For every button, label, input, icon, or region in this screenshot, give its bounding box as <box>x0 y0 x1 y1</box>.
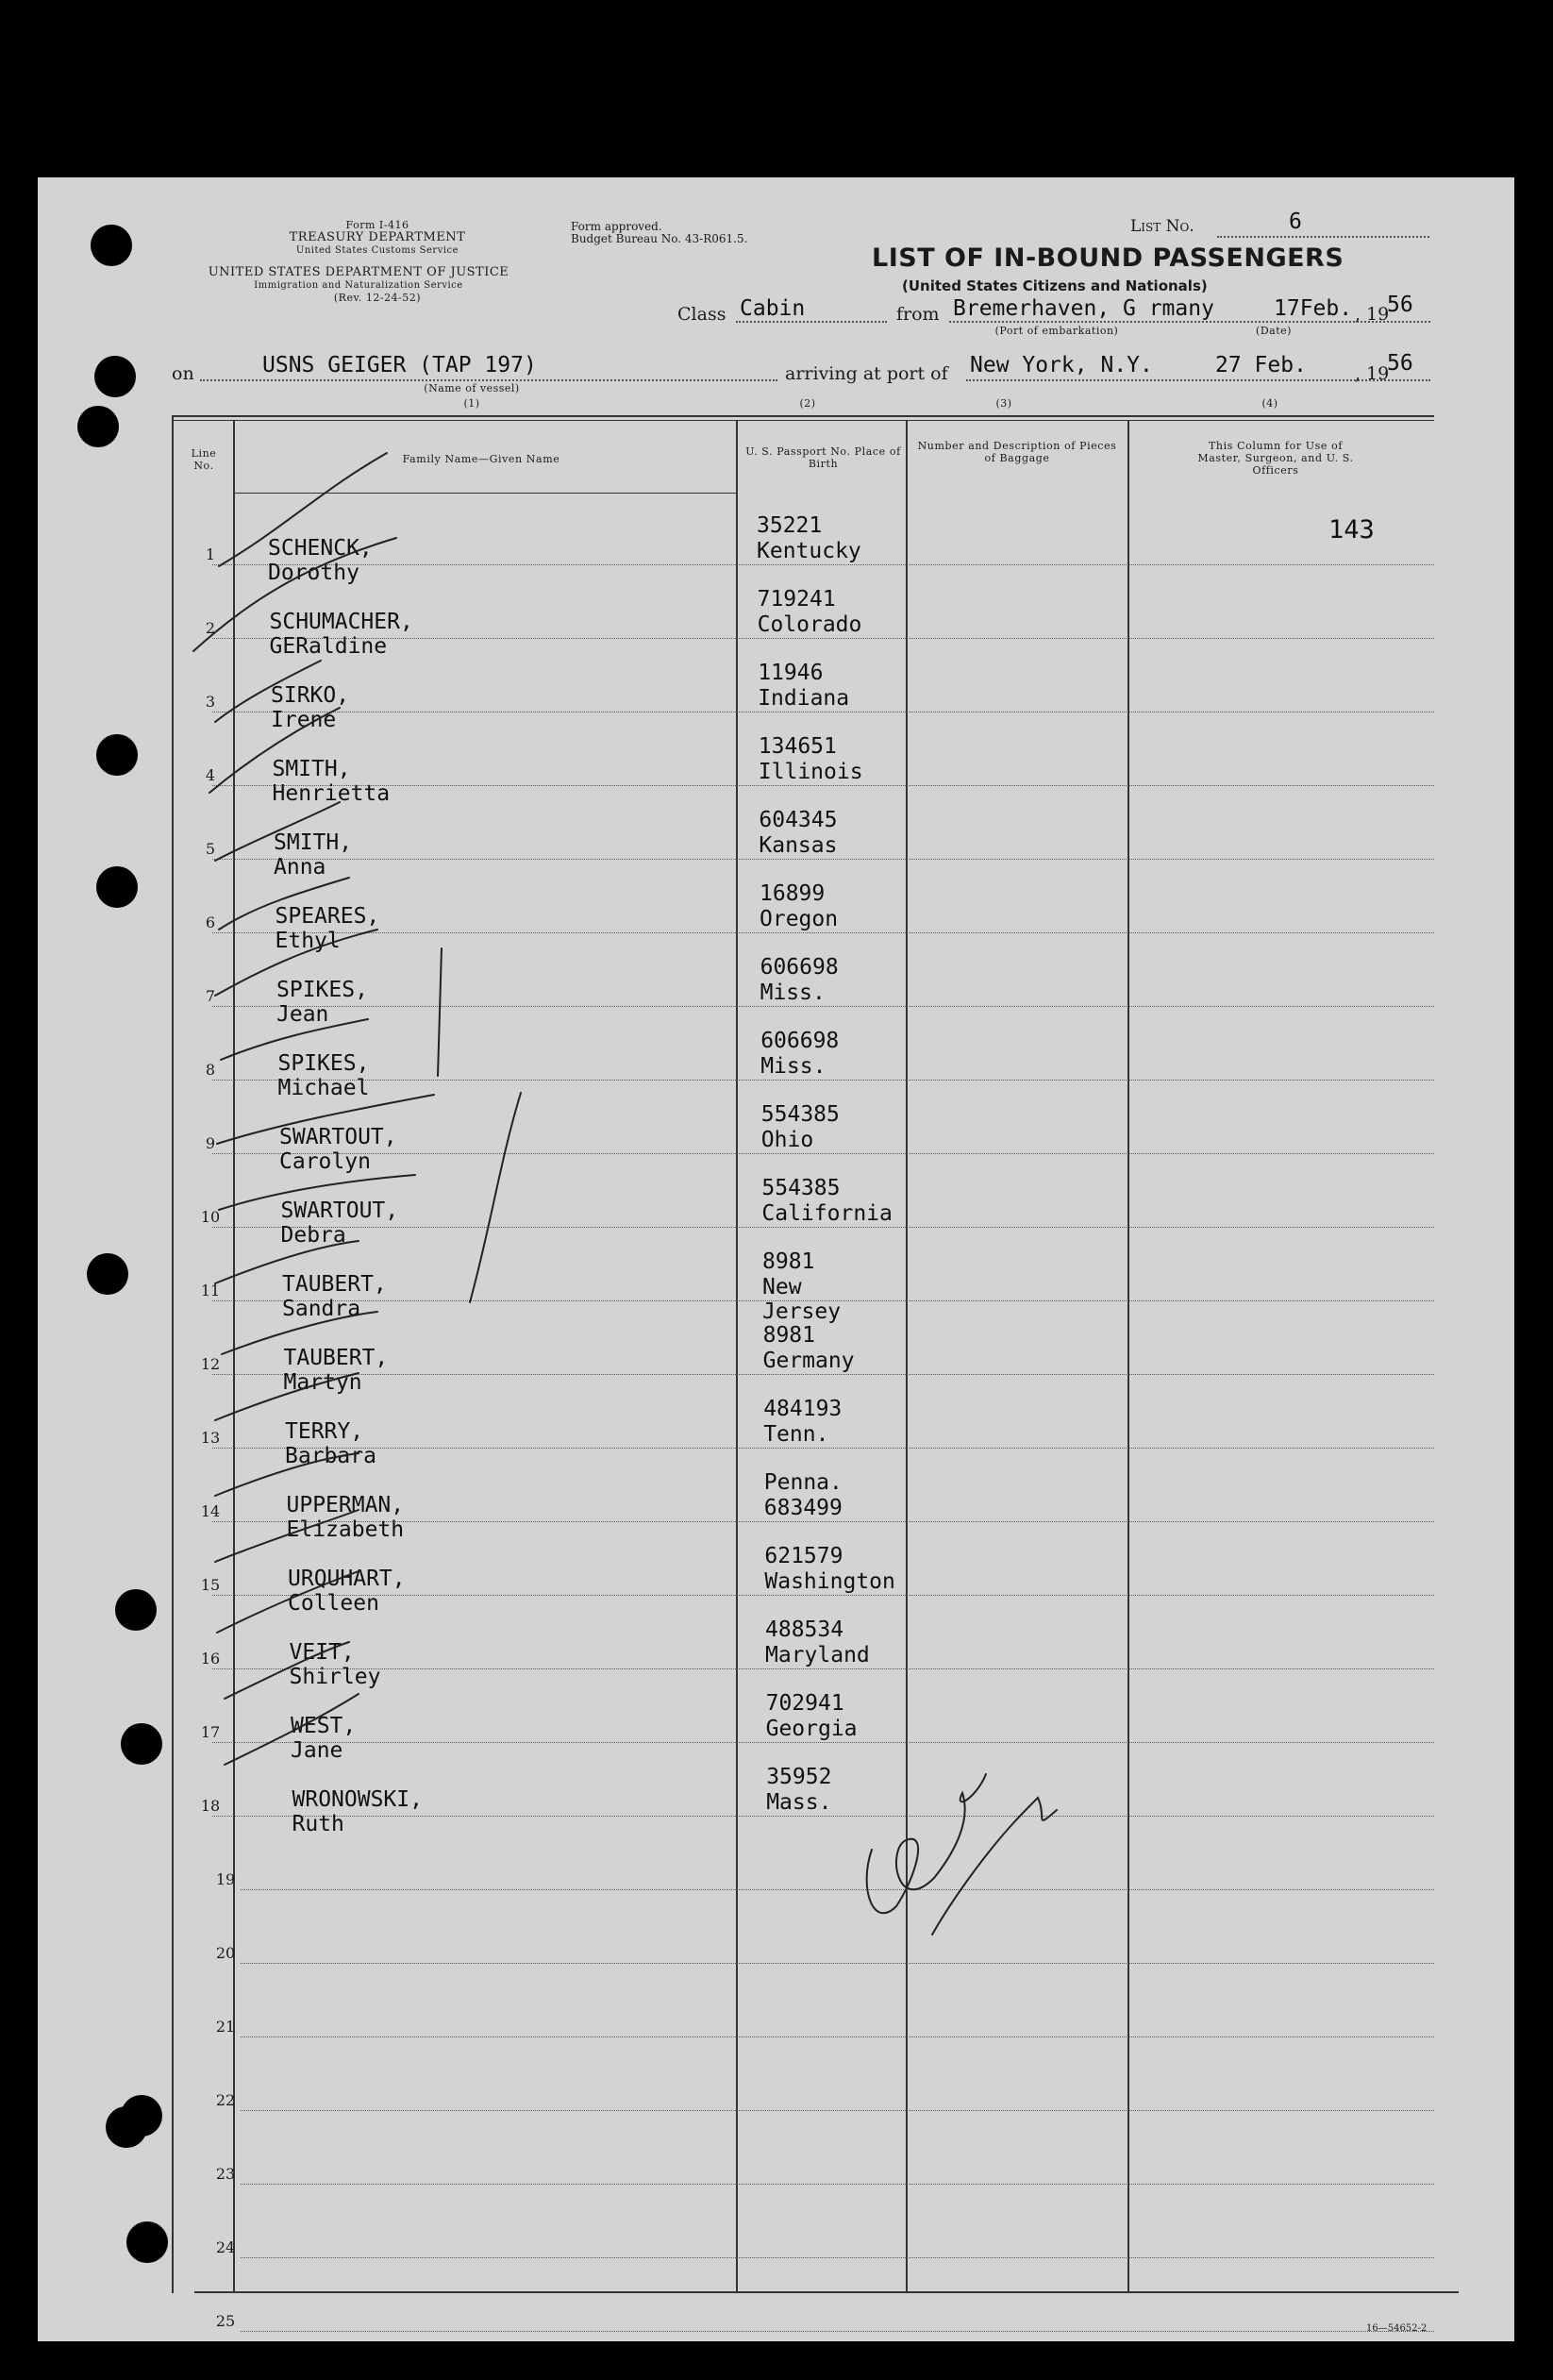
passport-number: 719241 <box>757 587 836 612</box>
line-number: 5 <box>205 840 216 858</box>
passport-number: 554385 <box>760 1102 840 1127</box>
place-of-birth: Tenn. <box>763 1422 829 1447</box>
list-no-value: 6 <box>1289 210 1302 234</box>
passenger-name: VEIT, Shirley <box>289 1640 381 1689</box>
passport-number: 621579 <box>764 1544 843 1568</box>
place-of-birth: Illinois <box>758 760 863 784</box>
line-number: 22 <box>215 2091 236 2109</box>
place-of-birth: Colorado <box>757 612 862 637</box>
place-of-birth: Ohio <box>760 1128 814 1152</box>
document-title: LIST OF IN-BOUND PASSENGERS <box>872 243 1344 273</box>
ins-service: Immigration and Naturalization Service <box>254 280 463 291</box>
col-num-3: (3) <box>995 397 1012 410</box>
col-num-2: (2) <box>799 397 816 410</box>
line-number: 13 <box>200 1429 221 1447</box>
passenger-name: SMITH, Henrietta <box>272 757 391 806</box>
passport-number: 35952 <box>766 1765 832 1789</box>
passenger-name: SCHENCK, Dorothy <box>268 536 373 585</box>
header-officers: This Column for Use of Master, Surgeon, and U. S. Officers <box>1197 440 1354 477</box>
line-number: 24 <box>215 2238 236 2256</box>
place-of-birth: 683499 <box>763 1496 843 1520</box>
header-passport: U. S. Passport No. Place of Birth <box>745 445 901 470</box>
budget-bureau: Budget Bureau No. 43-R061.5. <box>571 232 748 245</box>
line-number: 21 <box>215 2018 236 2036</box>
vessel-caption: (Name of vessel) <box>424 382 520 394</box>
customs-service: United States Customs Service <box>295 245 459 256</box>
arrival-year-prefix: , 19 <box>1355 363 1390 384</box>
class-value: Cabin <box>740 296 806 321</box>
document-subtitle: (United States Citizens and Nationals) <box>902 277 1208 294</box>
officer-note: 143 <box>1328 515 1375 545</box>
place-of-birth: Kansas <box>759 833 838 858</box>
line-number: 19 <box>215 1870 236 1888</box>
passenger-name: WRONOWSKI, Ruth <box>292 1787 423 1836</box>
embark-date: 17Feb. <box>1274 296 1353 321</box>
passenger-name: SPEARES, Ethyl <box>275 904 380 953</box>
on-label: on <box>172 363 194 384</box>
passenger-name: SCHUMACHER, GERaldine <box>269 610 413 659</box>
place-of-birth: Indiana <box>758 686 850 711</box>
passenger-name: TAUBERT, Martyn <box>283 1346 389 1395</box>
passenger-name: SMITH, Anna <box>274 830 353 880</box>
header-baggage: Number and Description of Pieces of Baggage <box>917 440 1117 464</box>
passport-number: 484193 <box>763 1397 843 1421</box>
line-number: 6 <box>205 913 216 931</box>
footer-code: 16—54652-2 <box>1366 2323 1428 2334</box>
arrival-year: 56 <box>1387 351 1413 376</box>
line-number: 9 <box>205 1134 216 1152</box>
place-of-birth: New Jersey <box>762 1275 842 1324</box>
passport-number: 134651 <box>758 734 837 759</box>
passenger-name: URQUHART, Colleen <box>288 1567 406 1616</box>
passport-number: 488534 <box>765 1617 844 1642</box>
port-embark: Bremerhaven, G rmany <box>953 296 1214 321</box>
line-number: 7 <box>205 987 216 1005</box>
port-embark-caption: (Port of embarkation) <box>994 325 1119 337</box>
embark-year: 56 <box>1387 293 1413 317</box>
col-num-1: (1) <box>463 397 480 410</box>
arrival-port: New York, N.Y. <box>970 353 1153 377</box>
passport-number: 11946 <box>758 661 824 685</box>
line-number: 20 <box>215 1944 236 1962</box>
passenger-name: TERRY, Barbara <box>285 1419 376 1468</box>
line-number: 18 <box>200 1797 221 1815</box>
col-num-4: (4) <box>1261 397 1278 410</box>
treasury-dept: TREASURY DEPARTMENT <box>289 230 466 244</box>
passenger-name: SIRKO, Irene <box>271 683 350 732</box>
arrival-date: 27 Feb. <box>1215 353 1307 377</box>
passenger-name: SWARTOUT, Debra <box>280 1198 399 1248</box>
line-number: 25 <box>215 2312 236 2330</box>
class-label: Class <box>677 304 726 325</box>
line-number: 12 <box>200 1355 221 1373</box>
passport-number: 606698 <box>760 955 839 980</box>
place-of-birth: Miss. <box>760 1054 827 1079</box>
place-of-birth: Kentucky <box>757 539 861 563</box>
passenger-name: SPIKES, Jean <box>276 978 368 1027</box>
place-of-birth: Maryland <box>765 1643 870 1668</box>
from-label: from <box>896 304 940 325</box>
line-number: 11 <box>200 1282 221 1299</box>
line-number: 16 <box>200 1650 221 1668</box>
passport-number: 554385 <box>761 1176 841 1200</box>
form-number: Form I-416 <box>345 219 409 231</box>
place-of-birth: Germany <box>762 1349 855 1373</box>
line-number: 4 <box>205 766 216 784</box>
line-number: 1 <box>205 545 216 563</box>
line-number: 3 <box>205 693 216 711</box>
list-no-label: List No. <box>1130 217 1194 236</box>
date-caption: (Date) <box>1256 325 1292 337</box>
passenger-name: SPIKES, Michael <box>277 1051 370 1100</box>
passport-number: 8981 <box>762 1323 815 1348</box>
passenger-name: WEST, Jane <box>291 1714 357 1763</box>
line-number: 8 <box>205 1061 216 1079</box>
passenger-name: TAUBERT, Sandra <box>282 1272 387 1321</box>
line-number: 15 <box>200 1576 221 1594</box>
passport-number: 702941 <box>765 1691 844 1716</box>
line-number: 2 <box>205 619 216 637</box>
place-of-birth: Georgia <box>765 1717 858 1741</box>
passport-number: 8981 <box>762 1249 815 1274</box>
place-of-birth: Mass. <box>766 1790 832 1815</box>
passenger-name: SWARTOUT, Carolyn <box>279 1125 397 1174</box>
form-revision: (Rev. 12-24-52) <box>333 292 422 304</box>
passport-number: 16899 <box>760 881 826 906</box>
place-of-birth: Washington <box>764 1569 895 1594</box>
place-of-birth: Oregon <box>760 907 839 931</box>
line-number: 23 <box>215 2165 236 2183</box>
vessel-name: USNS GEIGER (TAP 197) <box>262 353 537 377</box>
justice-dept: UNITED STATES DEPARTMENT OF JUSTICE <box>208 265 509 279</box>
passport-number: Penna. <box>763 1470 843 1495</box>
passport-number: 35221 <box>757 513 823 538</box>
header-name: Family Name—Given Name <box>402 453 560 465</box>
embark-year-prefix: , 19 <box>1355 304 1390 325</box>
header-line-no: Line No. <box>191 447 217 472</box>
place-of-birth: Miss. <box>760 980 826 1005</box>
passenger-name: UPPERMAN, Elizabeth <box>286 1493 405 1542</box>
line-number: 17 <box>200 1723 221 1741</box>
line-number: 14 <box>200 1502 221 1520</box>
passport-number: 606698 <box>760 1029 840 1053</box>
place-of-birth: California <box>761 1201 893 1226</box>
line-number: 10 <box>200 1208 221 1226</box>
form-approved: Form approved. <box>571 220 662 233</box>
arriving-label: arriving at port of <box>785 363 948 384</box>
passport-number: 604345 <box>759 808 838 832</box>
